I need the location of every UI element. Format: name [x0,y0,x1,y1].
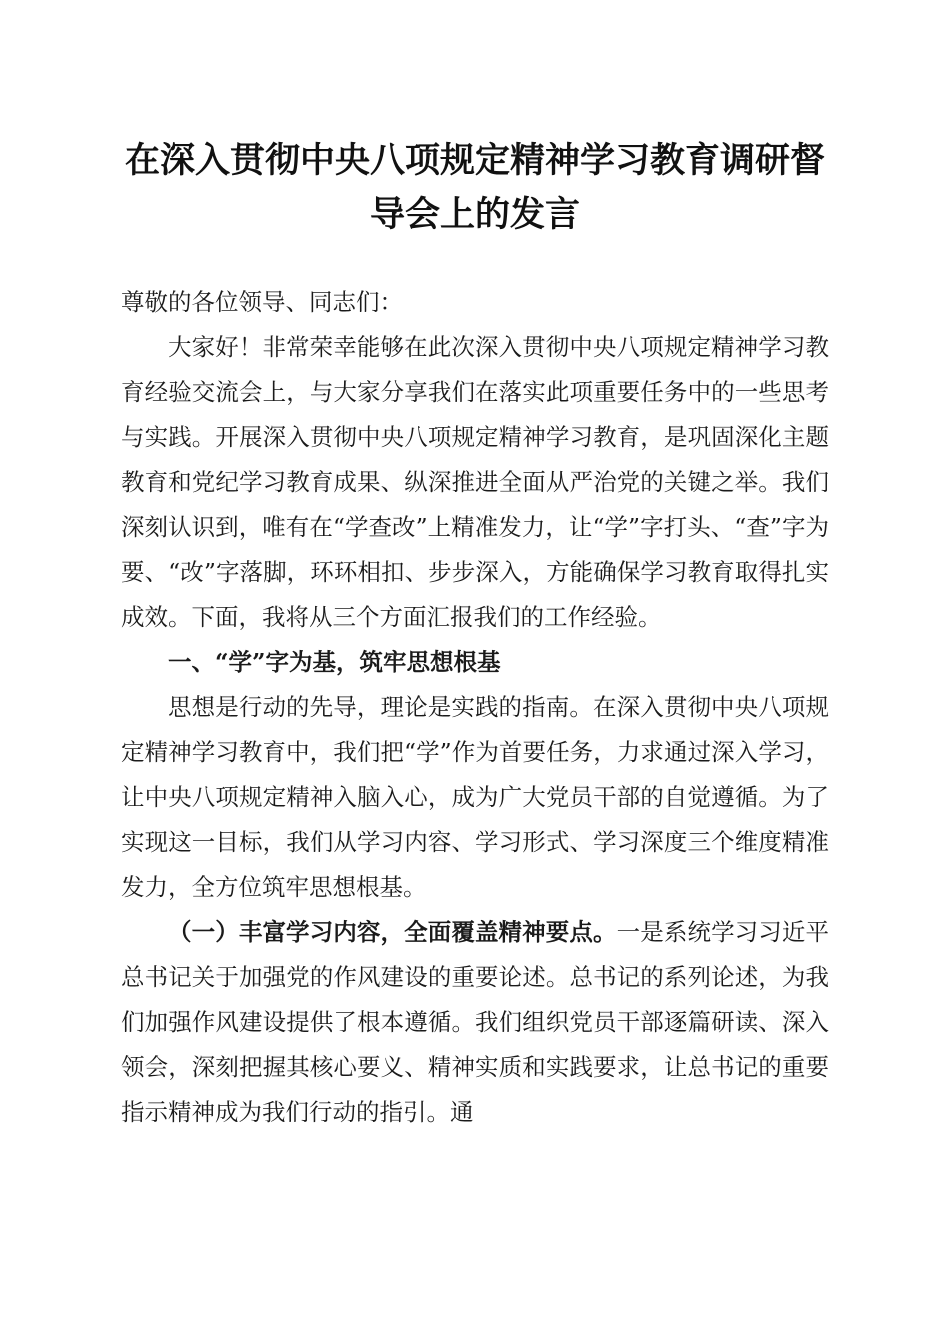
subsection-1-paragraph [121,910,829,1135]
salutation: 尊敬的各位领导、同志们： [121,288,403,316]
subsection-1-lead: （一）丰富学习内容，全面覆盖精神要点。 [168,918,617,946]
section-1-paragraph: 思想是行动的先导，理论是实践的指南。在深入贯彻中央八项规定精神学习教育中，我们把“学”作为首要任务，力求通过深入学习，让中央八项规定精神入脑入心，成为广大党员干部的自觉遵循。为了实现这一目标，我们从学习内容、学习形式、学习深度三个维度精准发力，全方位筑牢思想根基。 [121,693,829,901]
title-line-1: 在深入贯彻中央八项规定精神学习教育调研督 [124,140,825,181]
title-line-2: 导会上的发言 [369,194,580,235]
document-body [121,280,829,1135]
subsection-1-body: 一是系统学习习近平总书记关于加强党的作风建设的重要论述。总书记的系列论述，为我们加强作风建设提供了根本遵循。我们组织党员干部逐篇研读、深入领会，深刻把握其核心要义、精神实质和实践要求，让总书记的重要指示精神成为我们行动的指引。通 [121,918,830,1126]
intro-paragraph: 大家好！非常荣幸能够在此次深入贯彻中央八项规定精神学习教育经验交流会上，与大家分享我们在落实此项重要任务中的一些思考与实践。开展深入贯彻中央八项规定精神学习教育，是巩固深化主题教育和党纪学习教育成果、纵深推进全面从严治党的关键之举。我们深刻认识到，唯有在“学查改”上精准发力，让“学”字打头、“查”字为要、“改”字落脚，环环相扣、步步深入，方能确保学习教育取得扎实成效。下面，我将从三个方面汇报我们的工作经验。 [121,333,829,631]
section-heading-1: 一、“学”字为基，筑牢思想根基 [168,648,501,676]
document-title [100,134,850,242]
